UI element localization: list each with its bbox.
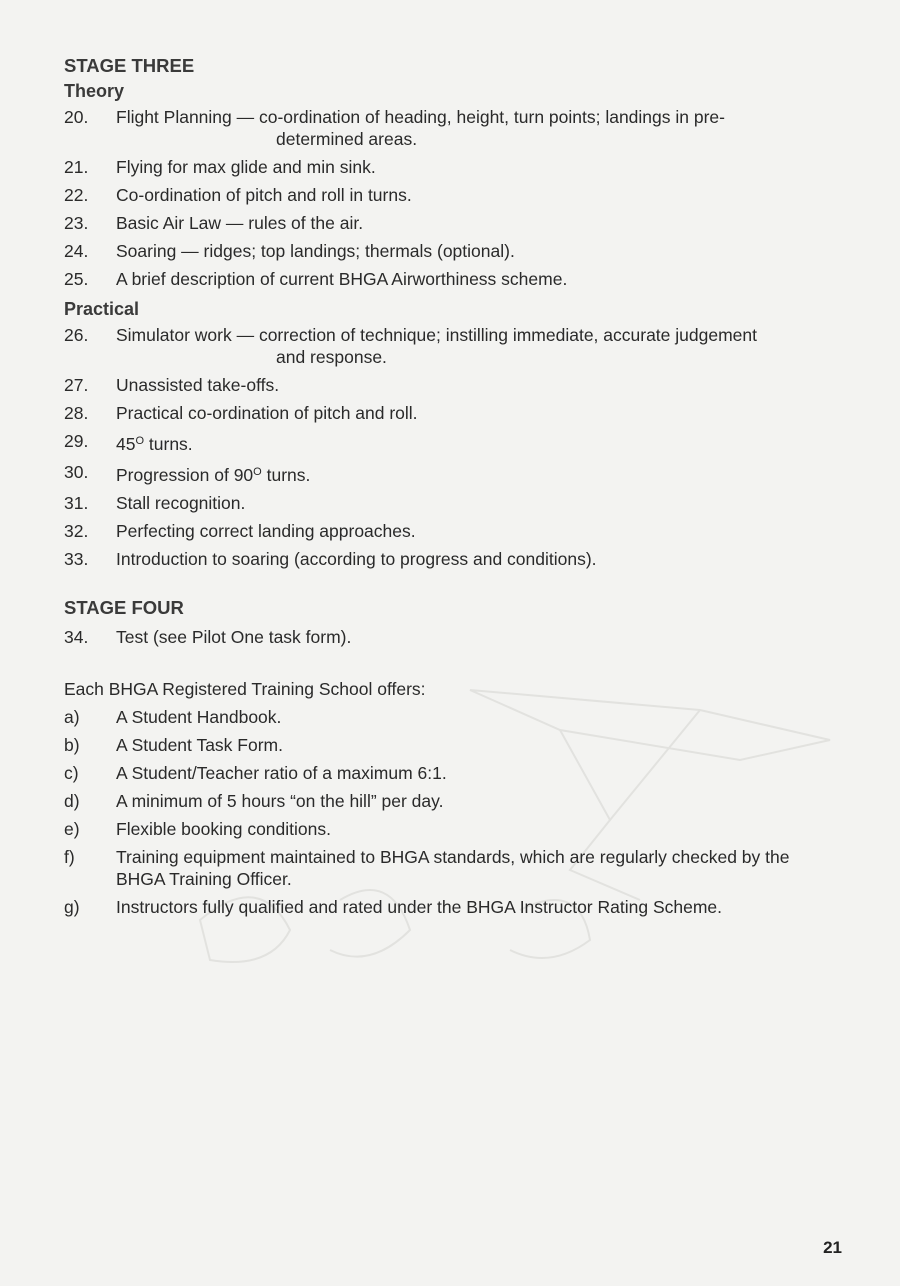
item-text: Introduction to soaring (according to progress and conditions).: [116, 549, 597, 569]
page-content: [64, 54, 854, 924]
stage-four-heading: STAGE FOUR: [64, 597, 184, 618]
item-text: 45: [116, 434, 136, 454]
list-item: [64, 430, 854, 455]
item-number: 34.: [64, 627, 89, 647]
item-text-wrap: [116, 461, 854, 486]
item-text: Co-ordination of pitch and roll in turns.: [116, 185, 412, 205]
item-text: A Student/Teacher ratio of a maximum 6:1.: [116, 763, 447, 783]
list-item: [64, 268, 854, 290]
item-number: a): [64, 707, 80, 727]
item-text-continued: BHGA Training Officer.: [116, 869, 292, 889]
list-item: [64, 461, 854, 486]
item-text: A Student Handbook.: [116, 707, 282, 727]
item-text: Basic Air Law — rules of the air.: [116, 213, 364, 233]
item-number: 25.: [64, 269, 89, 289]
item-number: 26.: [64, 325, 89, 345]
item-text-wrap: [116, 106, 854, 150]
list-item: [64, 762, 854, 784]
item-text: Training equipment maintained to BHGA standards, which are regularly checked by the: [116, 847, 790, 867]
item-number: b): [64, 735, 80, 755]
page-number: 21: [823, 1238, 842, 1257]
item-number: 23.: [64, 213, 89, 233]
item-number: c): [64, 763, 79, 783]
item-number: d): [64, 791, 80, 811]
list-item: [64, 790, 854, 812]
item-text: Flight Planning — co-ordination of heading, height, turn points; landings in pre-: [116, 107, 725, 127]
item-number: 24.: [64, 241, 89, 261]
item-text: A minimum of 5 hours “on the hill” per day.: [116, 791, 444, 811]
list-item: [64, 896, 854, 918]
item-text: Flying for max glide and min sink.: [116, 157, 376, 177]
degree-superscript: O: [135, 435, 145, 447]
item-text-wrap: [116, 324, 854, 368]
item-text: Flexible booking conditions.: [116, 819, 331, 839]
item-number: 28.: [64, 403, 89, 423]
item-text-wrap: [116, 846, 854, 890]
theory-list: [64, 106, 854, 290]
item-number: 31.: [64, 493, 89, 513]
item-number: 27.: [64, 375, 89, 395]
item-text: Simulator work — correction of technique; instilling immediate, accurate judgement: [116, 325, 757, 345]
item-text: Soaring — ridges; top landings; thermals (optional).: [116, 241, 515, 261]
stage-three-heading: STAGE THREE: [64, 55, 195, 76]
item-text: Progression of 90: [116, 465, 254, 485]
item-text: A Student Task Form.: [116, 735, 283, 755]
degree-superscript: O: [253, 466, 262, 478]
item-text-wrap: [116, 430, 854, 455]
theory-heading: Theory: [64, 81, 125, 101]
item-text: Unassisted take-offs.: [116, 375, 280, 395]
list-item: [64, 706, 854, 728]
item-text: Practical co-ordination of pitch and roll.: [116, 403, 418, 423]
item-text: A brief description of current BHGA Airworthiness scheme.: [116, 269, 568, 289]
item-number: 21.: [64, 157, 89, 177]
list-item: [64, 402, 854, 424]
list-item: [64, 846, 854, 890]
school-intro: Each BHGA Registered Training School offers:: [64, 679, 426, 699]
school-list: [64, 706, 854, 918]
list-item: [64, 240, 854, 262]
item-number: 30.: [64, 462, 89, 482]
item-text-continued: determined areas.: [276, 129, 418, 149]
list-item: [64, 492, 854, 514]
list-item: [64, 374, 854, 396]
list-item: [64, 212, 854, 234]
item-text-end: turns.: [144, 434, 193, 454]
list-item: [64, 520, 854, 542]
item-number: 32.: [64, 521, 89, 541]
practical-list: [64, 324, 854, 570]
list-item: [64, 106, 854, 150]
item-text: Instructors fully qualified and rated under the BHGA Instructor Rating Scheme.: [116, 897, 723, 917]
list-item: [64, 818, 854, 840]
item-number: 29.: [64, 431, 89, 451]
item-number: 20.: [64, 107, 89, 127]
list-item: [64, 156, 854, 178]
list-item: [64, 626, 854, 648]
list-item: [64, 184, 854, 206]
list-item: [64, 324, 854, 368]
item-number: 22.: [64, 185, 89, 205]
item-text-end: turns.: [261, 465, 311, 485]
item-text: Stall recognition.: [116, 493, 246, 513]
item-number: 33.: [64, 549, 89, 569]
item-text-continued: and response.: [276, 347, 387, 367]
item-text: Test (see Pilot One task form).: [116, 627, 352, 647]
list-item: [64, 548, 854, 570]
item-text: Perfecting correct landing approaches.: [116, 521, 416, 541]
item-number: e): [64, 819, 80, 839]
practical-heading: Practical: [64, 299, 140, 319]
list-item: [64, 734, 854, 756]
item-number: g): [64, 897, 80, 917]
item-number: f): [64, 847, 75, 867]
